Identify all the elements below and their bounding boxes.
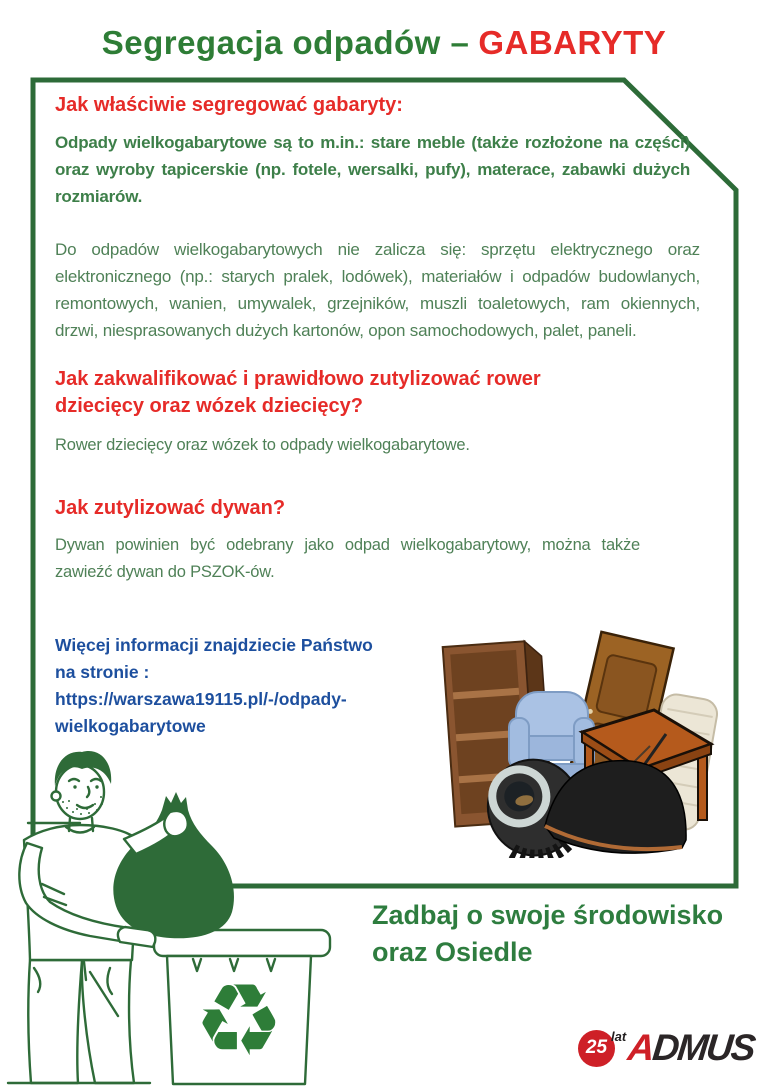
title-green-part: Segregacja odpadów – [101, 24, 470, 61]
answer-paragraph-1: Odpady wielkogabarytowe są to m.in.: stare meble (także rozłożone na części) oraz wyroby tapicerskie (np. fotele, wersalki, pufy), materace, zabawki dużych rozmiarów. [55, 133, 690, 206]
answer-paragraph-2: Do odpadów wielkogabarytowych nie zalicza się: sprzętu elektrycznego oraz elektronicznego (np.: starych pralek, lodówek), materiałów i odpadów budowlanych, remontowych, wanien, umywalek, grzejników, muszli toaletowych, ram okiennych, drzwi, niesprasowanych dużych kartonów, opon samochodowych, palet, paneli. [55, 240, 700, 340]
more-info-line: Więcej informacji znajdziecie Państwo [55, 635, 373, 655]
recycle-icon: ♻ [194, 962, 284, 1079]
slogan [372, 897, 723, 971]
recycling-man-illustration [0, 740, 345, 1086]
admus-logo [578, 1026, 757, 1070]
more-info-line: na stronie : [55, 662, 150, 682]
info-url[interactable]: wielkogabarytowe [55, 716, 206, 736]
slogan-line-1: Zadbaj o swoje środowisko [372, 900, 724, 930]
logo-lat-label: lat [611, 1028, 627, 1044]
more-info-block [55, 632, 415, 740]
furniture-collage-image [414, 616, 736, 858]
info-url[interactable]: https://warszawa19115.pl/-/odpady- [55, 689, 347, 709]
man-legs [28, 960, 134, 1083]
answer-paragraph-3: Rower dziecięcy oraz wózek to odpady wielkogabarytowe. [55, 436, 470, 454]
logo-brand-name: ADMUS [626, 1027, 757, 1068]
page-title [0, 24, 768, 62]
question-heading-3: Jak zutylizować dywan? [55, 497, 286, 519]
question-heading-1: Jak właściwie segregować gabaryty: [55, 94, 403, 116]
question-heading-2: Jak zakwalifikować i prawidłowo zutylizować rower dziecięcy oraz wózek dziecięcy? [55, 368, 541, 417]
slogan-line-2: oraz Osiedle [372, 937, 533, 967]
answer-paragraph-4: Dywan powinien być odebrany jako odpad wielkogabarytowy, można także zawieźć dywan do PSZOK-ów. [55, 536, 640, 581]
title-red-part: GABARYTY [478, 24, 667, 61]
logo-25-badge: 25 [578, 1030, 615, 1067]
man-head [52, 751, 112, 831]
